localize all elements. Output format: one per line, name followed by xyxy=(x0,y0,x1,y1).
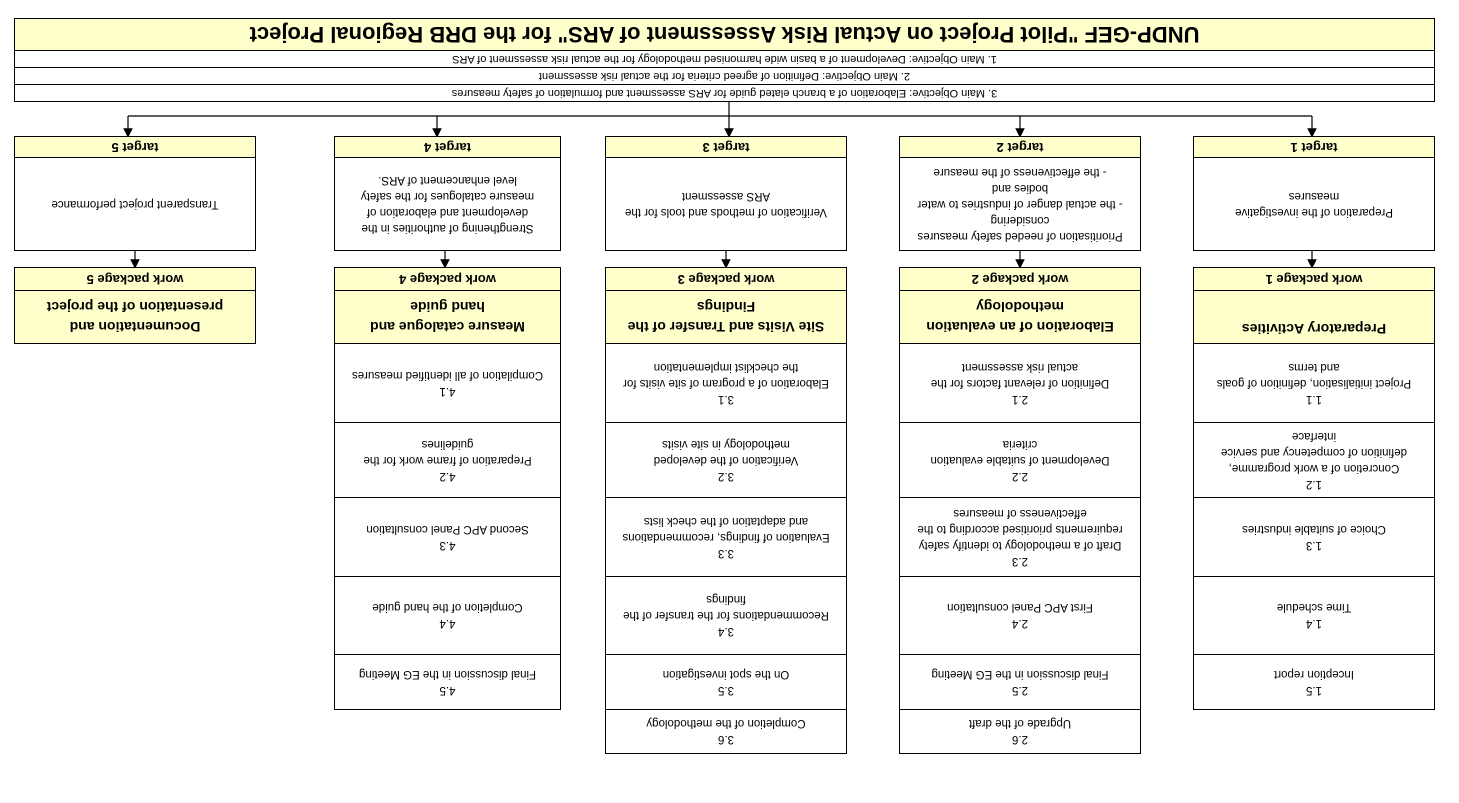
wp1-item-1-3: 1.3 Choice of suitable industries xyxy=(1194,497,1434,576)
wp4-item-4-1: 4.1 Compilation of all identified measures xyxy=(335,343,560,422)
work-package-4 xyxy=(334,267,561,710)
target-3-box xyxy=(605,136,847,251)
wp2-item-2-2: 2.2 Development of suitable evaluation criteria xyxy=(900,422,1140,497)
wp4-name: Measure catalogue and hand guide xyxy=(335,290,560,343)
wp4-item-4-5: 4.5 Final discussion in the EG Meeting xyxy=(335,654,560,709)
wp2-item-2-1: 2.1 Definition of relevant factors for the actual risk assessment xyxy=(900,343,1140,422)
target-2-text: Prioritisation of needed safety measures considering - the actual danger of industries to water bodies and - the effectiveness of the measure xyxy=(900,157,1140,250)
target-2-box xyxy=(899,136,1141,251)
target-3-label: target 3 xyxy=(606,137,846,157)
work-package-1 xyxy=(1193,267,1435,710)
target-3-text: Verification of methods and tools for the ARS assessment xyxy=(606,157,846,250)
wp1-item-1-2: 1.2 Concretion of a work programme, definition of competency and service interface xyxy=(1194,422,1434,497)
target-4-text: Strengthening of authorities in the development and elaboration of measure catalogues for the safety level enhancement of ARS. xyxy=(335,157,560,250)
wp1-label: work package 1 xyxy=(1194,268,1434,290)
target-4-box xyxy=(334,136,561,251)
wp2-name: Elaboration of an evaluation methodology xyxy=(900,290,1140,343)
wp2-item-2-6: 2.6 Upgrade of the draft xyxy=(900,709,1140,753)
target-5-box xyxy=(14,136,256,251)
work-package-3 xyxy=(605,267,847,754)
target-1-label: target 1 xyxy=(1194,137,1434,157)
target-5-text: Transparent project performance xyxy=(15,157,255,250)
wp4-item-4-3: 4.3 Second APC Panel consultation xyxy=(335,497,560,576)
target-2-label: target 2 xyxy=(900,137,1140,157)
objective-3: 3. Main Objective: Elaboration of a branch elated guide for ARS assessment and formulation of safety measures xyxy=(15,84,1434,101)
wp3-name: Site Visits and Transfer of the Findings xyxy=(606,290,846,343)
wp2-item-2-5: 2.5 Final discussion in the EG Meeting xyxy=(900,654,1140,709)
wp1-name: Preparatory Activities xyxy=(1194,290,1434,343)
wp3-item-3-5: 3.5 On the spot investigation xyxy=(606,654,846,709)
wp4-item-4-2: 4.2 Preparation of frame work for the guidelines xyxy=(335,422,560,497)
wp5-label: work package 5 xyxy=(15,268,255,290)
wp3-item-3-6: 3.6 Completion of the methodology xyxy=(606,709,846,753)
wp2-item-2-3: 2.3 Draft of a methodology to identify safety requirements prioritised according to the effectiveness of measures xyxy=(900,497,1140,576)
target-1-box xyxy=(1193,136,1435,251)
objectives-block xyxy=(14,18,1435,102)
wp3-item-3-2: 3.2 Verification of the developed methodology in site visits xyxy=(606,422,846,497)
objective-2: 2. Main Objective: Definition of agreed criteria for the actual risk assessment xyxy=(15,67,1434,84)
wp3-item-3-1: 3.1 Elaboration of a program of site visits for the checklist implementation xyxy=(606,343,846,422)
project-title: UNDP-GEF "Pilot Project on Actual Risk Assessment of ARS" for the DRB Regional Project xyxy=(15,19,1434,50)
wp3-item-3-4: 3.4 Recommendations for the transfer of the findings xyxy=(606,576,846,654)
wp1-item-1-4: 1.4 Time schedule xyxy=(1194,576,1434,654)
wp1-item-1-5: 1.5 Inception report xyxy=(1194,654,1434,709)
wp3-label: work package 3 xyxy=(606,268,846,290)
wp2-item-2-4: 2.4 First APC Panel consultation xyxy=(900,576,1140,654)
wp5-name: Documentation and presentation of the project xyxy=(15,290,255,343)
work-package-2 xyxy=(899,267,1141,754)
target-5-label: target 5 xyxy=(15,137,255,157)
work-package-5 xyxy=(14,267,256,344)
objective-1: 1. Main Objective: Development of a basin wide harmonised methodology for the actual risk assessment of ARS xyxy=(15,50,1434,67)
wp4-label: work package 4 xyxy=(335,268,560,290)
wp4-item-4-4: 4.4 Completion of the hand guide xyxy=(335,576,560,654)
target-1-text: Preparation of the investigative measures xyxy=(1194,157,1434,250)
wp3-item-3-3: 3.3 Evaluation of findings, recommendations and adaptation of the check lists xyxy=(606,497,846,576)
wp1-item-1-1: 1.1 Project initialisation, definition of goals and terms xyxy=(1194,343,1434,422)
target-4-label: target 4 xyxy=(335,137,560,157)
wp2-label: work package 2 xyxy=(900,268,1140,290)
